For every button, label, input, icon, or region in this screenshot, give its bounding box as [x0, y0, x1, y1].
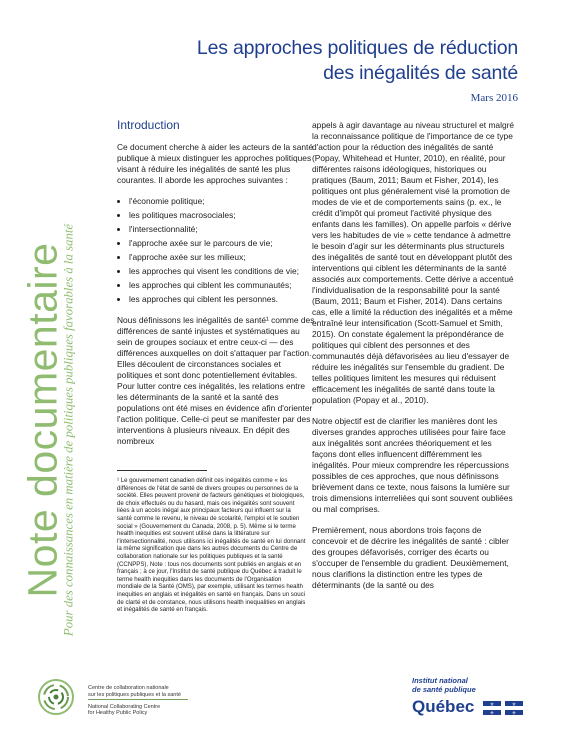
approaches-list [117, 196, 315, 305]
intro-paragraph-1: Ce document cherche à aider les acteurs de la santé publique à mieux distinguer les approches politiques visant à réduire les inégalités de santé les plus courantes. Il aborde les approches suivantes : [117, 142, 313, 185]
right-column [312, 120, 518, 601]
list-item: • les approches qui ciblent les communautés; [129, 280, 315, 291]
list-item: • l'approche axée sur les milieux; [129, 252, 315, 263]
ccnpps-name-fr-1: Centre de collaboration nationale [88, 685, 169, 691]
list-item: • l'économie politique; [129, 196, 315, 207]
sidebar-banner [0, 0, 82, 720]
list-item: • l'intersectionnalité; [129, 224, 315, 235]
title-line-2: des inégalités de santé [323, 62, 518, 84]
svg-text:⚜: ⚜ [489, 710, 495, 715]
quebec-wordmark: Québec [412, 697, 475, 717]
left-column [117, 120, 315, 457]
inspq-name-2: de santé publique [412, 684, 476, 694]
intro-paragraph-2: Nous définissons les inégalités de santé¹ comme des différences de santé injustes et systématiques au sein de groupes sociaux et entre ceux-ci — des différences auxquelles on doit s'attaquer par l'action. Elles découlent de circonstances sociales et politiques et sont donc potentiellement évitables. Pour lutter contre ces inégalités, les relations entre les déterminants de la santé et la santé des populations ont été mises en évidence afin d'orienter l'action politique. Celle-ci peut se manifester par des interventions à plusieurs niveaux. En dépit des nombreux [117, 315, 315, 446]
list-item: • les politiques macrosociales; [129, 210, 315, 221]
list-item: • les approches qui visent les conditions de vie; [129, 266, 315, 277]
document-title [197, 36, 518, 86]
footnote-divider [117, 470, 207, 471]
right-paragraph-1: appels à agir davantage au niveau structurel et malgré la reconnaissance politique de l'importance de ce type d'action pour la réduction des inégalités de santé (Popay, Whitehead et Hunter, 2010), en réalité, pour différentes raisons idéologiques, historiques ou pratiques (Baum, 2011; Baum et Fisher, 2014), les politiques ont plus généralement visé la promotion de modes de vie et de comportements sains (p. ex., le crédit d'impôt qui promeut l'activité physique des enfants dans les familles). On appelle parfois « dérive vers les habitudes de vie » cette tendance à admettre le besoin d'agir sur les déterminants plus structurels des inégalités de santé tout en développant plutôt des interventions qui ciblent les déterminants de la santé associés aux comportements. Cette dérive a accentué l'individualisation de la responsabilité pour la santé (Baum, 2011; Baum et Fisher, 2014). Dans certains cas, elle a limité la réduction des inégalités et a même entraîné leur intensification (Scott-Samuel et Smith, 2015). On constate également la prépondérance de politiques qui ciblent des personnes et des communautés déjà défavorisées au lieu d'essayer de réduire les inégalités sur l'ensemble du gradient. De telles politiques limitent les mesures qui réduisent efficacement les inégalités de santé dans toute la population (Popay et al., 2010). [312, 120, 515, 405]
list-item: • les approches qui ciblent les personnes. [129, 294, 315, 305]
svg-text:⚜: ⚜ [511, 701, 517, 708]
svg-text:⚜: ⚜ [489, 701, 495, 708]
footnote: ¹ Le gouvernement canadien définit ces inégalités comme « les différences de l'état de santé de divers groupes ou personnes de la société. Elles peuvent provenir de facteurs génétiques et biologiques, de choix effectués ou du hasard, mais ces inégalités sont souvent liées à un accès inégal aux principaux facteurs qui influent sur la santé comme le revenu, le niveau de scolarité, l'emploi et le soutien social » (Gouvernement du Canada, 2008, p. 5). Même si le terme health inequities est souvent utilisé dans la littérature sur l'intersectionnalité, nous utilisons ici inégalités de santé en lui donnant la même signification que dans les autres documents du Centre de collaboration nationale sur les politiques publiques et la santé (CCNPPS). Note : tous nos documents sont publiés en anglais et en français ; à ce jour, l'Institut de santé publique du Québec a traduit le terme health inequities dans les documents de l'Organisation mondiale de la Santé (OMS), par exemple, utilisant les termes health inequities en anglais et inégalités en santé en français. Dans un souci de clarté et de constance, nous utilisons health inequalities en anglais et inégalités de santé en français. [117, 477, 306, 614]
svg-text:⚜: ⚜ [511, 710, 517, 715]
inspq-name-1: Institut national [412, 676, 468, 685]
section-heading: Introduction [117, 118, 180, 132]
ccnpps-logo-icon [36, 677, 76, 717]
ccnpps-name-fr-2: sur les politiques publiques et la santé [88, 691, 181, 698]
quebec-flag-icon [483, 701, 523, 715]
inspq-logo [412, 677, 542, 717]
ccnpps-name-en-1: National Collaborating Centre [88, 703, 161, 710]
right-paragraph-3: Premièrement, nous abordons trois façons de concevoir et de décrire les inégalités de santé : cibler des groupes défavorisés, corriger des écarts ou s'occuper de l'ensemble du gradient. Deuxièmement, nous clarifions la distinction entre les types de déterminants (de la santé ou des [312, 525, 509, 590]
right-paragraph-2: Notre objectif est de clarifier les manières dont les diverses grandes approches utilisées pour faire face aux inégalités sont ancrées théoriquement et les façons dont elles influencent différemment les inégalités. Pour mieux comprendre les répercussions possibles de ces approches, que nous définissons brièvement dans ce texte, nous faisons la lumière sur trois dimensions interreliées qui sont souvent oubliées ou mal comprises. [312, 416, 513, 514]
sidebar-title: Note documentaire [19, 242, 66, 598]
ccnpps-name [88, 685, 181, 717]
title-line-1: Les approches politiques de réduction [196, 37, 518, 59]
ccnpps-name-en-2: for Healthy Public Policy [88, 710, 148, 717]
publication-date: Mars 2016 [470, 92, 518, 104]
sidebar-subtitle: Pour des connaissances en matière de politiques publiques favorables à la santé [61, 223, 76, 637]
footer-divider [88, 699, 188, 700]
list-item: • l'approche axée sur le parcours de vie; [129, 238, 315, 249]
